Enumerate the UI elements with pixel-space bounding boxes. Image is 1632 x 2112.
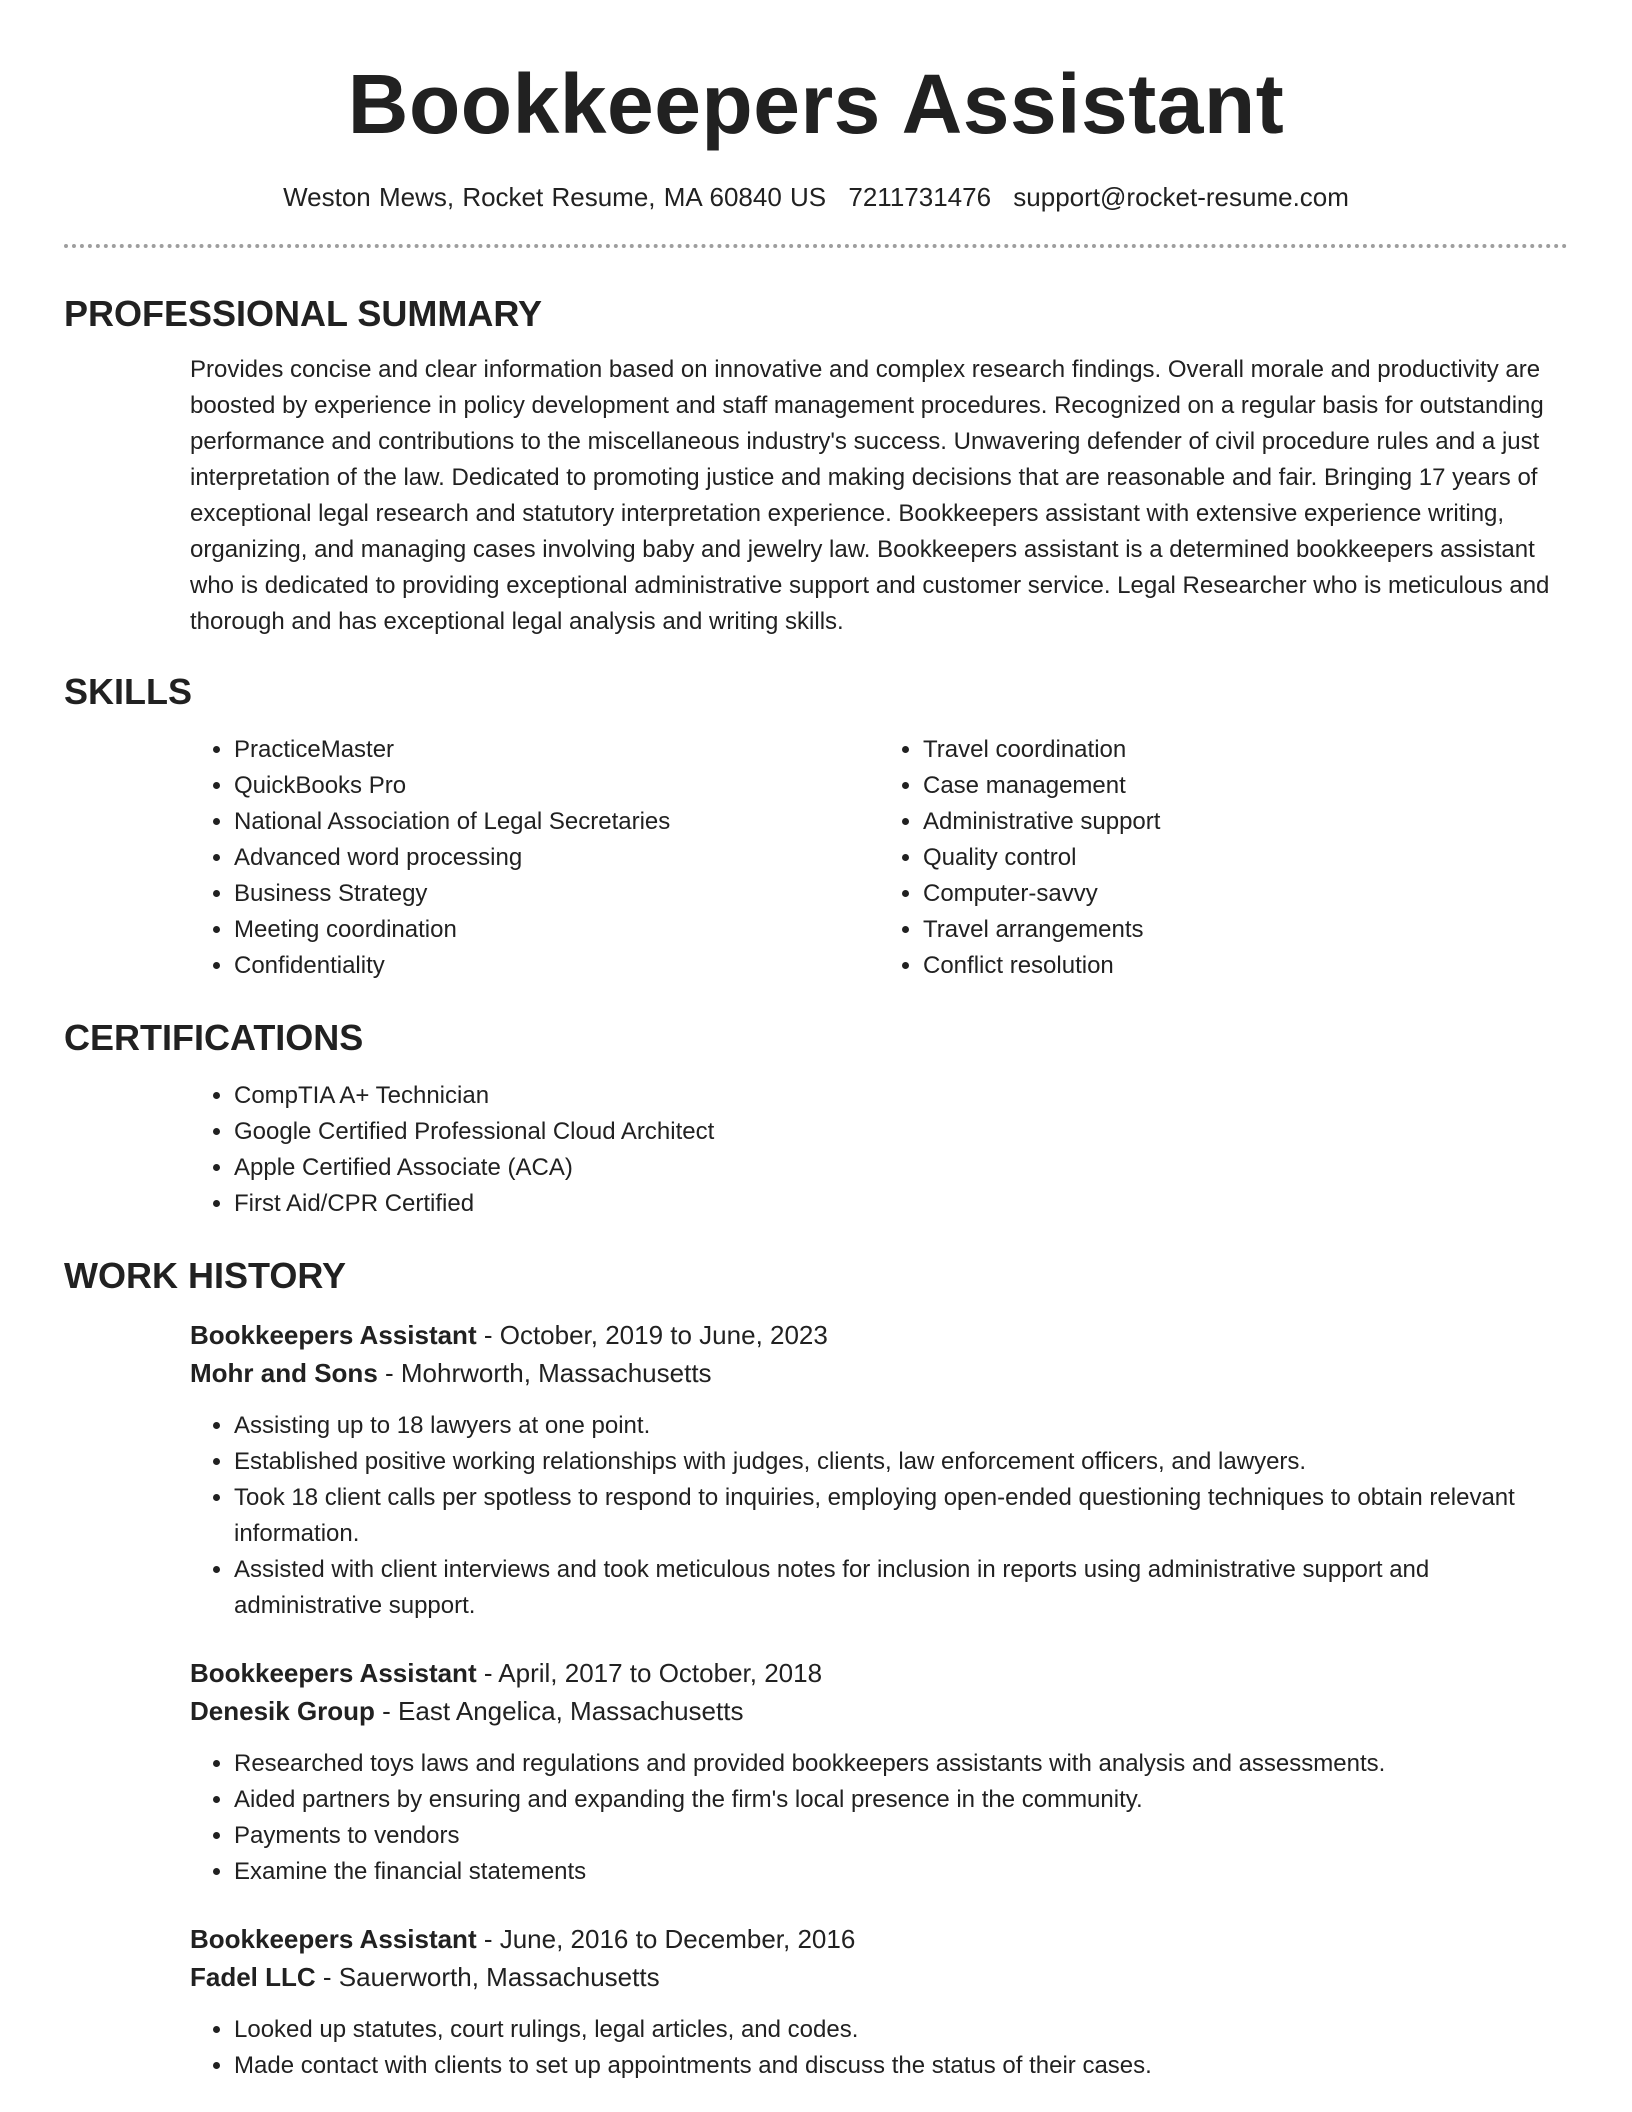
resume-page xyxy=(64,0,1568,2084)
certifications-heading: CERTIFICATIONS xyxy=(64,1017,364,1058)
job-company: Fadel LLC xyxy=(190,1962,316,1992)
job-bullet: • Assisted with client interviews and took meticulous notes for inclusion in reports using administrative support and administrative support. xyxy=(234,1552,1568,1624)
certification-item: • First Aid/CPR Certified xyxy=(234,1186,1568,1222)
job-title-line xyxy=(190,1654,1568,1692)
skill-item: • Confidentiality xyxy=(234,948,879,984)
skill-item: • Meeting coordination xyxy=(234,912,879,948)
header-divider xyxy=(64,244,1568,248)
certification-item: • Apple Certified Associate (ACA) xyxy=(234,1150,1568,1186)
job-entry xyxy=(190,1654,1568,1890)
certification-item: • Google Certified Professional Cloud Architect xyxy=(234,1114,1568,1150)
skill-item: • Conflict resolution xyxy=(923,948,1568,984)
job-dates: - October, 2019 to June, 2023 xyxy=(476,1320,828,1350)
job-bullet: • Looked up statutes, court rulings, legal articles, and codes. xyxy=(234,2012,1568,2048)
job-bullet: • Made contact with clients to set up appointments and discuss the status of their cases. xyxy=(234,2048,1568,2084)
job-title-line xyxy=(190,1920,1568,1958)
contact-phone: 7211731476 xyxy=(848,182,992,212)
job-bullet: • Examine the financial statements xyxy=(234,1854,1568,1890)
job-location: - Sauerworth, Massachusetts xyxy=(315,1962,660,1992)
job-company: Denesik Group xyxy=(190,1696,375,1726)
job-company-line xyxy=(190,1354,1568,1392)
skills-list-right xyxy=(879,732,1568,984)
job-entry xyxy=(190,1920,1568,2084)
job-company-line xyxy=(190,1692,1568,1730)
skill-item: • Business Strategy xyxy=(234,876,879,912)
job-bullet: • Researched toys laws and regulations and provided bookkeepers assistants with analysis and assessments. xyxy=(234,1746,1568,1782)
skills-heading: SKILLS xyxy=(64,671,193,712)
job-company-line xyxy=(190,1958,1568,1996)
skill-item: • Travel coordination xyxy=(923,732,1568,768)
skill-item: • Travel arrangements xyxy=(923,912,1568,948)
skill-item: • QuickBooks Pro xyxy=(234,768,879,804)
job-bullet: • Took 18 client calls per spotless to respond to inquiries, employing open-ended questioning techniques to obtain relevant information. xyxy=(234,1480,1568,1552)
skills-columns xyxy=(190,732,1568,984)
candidate-name: Bookkeepers Assistant xyxy=(347,57,1285,151)
job-dates: - April, 2017 to October, 2018 xyxy=(476,1658,823,1688)
skills-list-left xyxy=(190,732,879,984)
certifications-block xyxy=(190,1078,1568,1222)
skill-item: • National Association of Legal Secretaries xyxy=(234,804,879,840)
job-bullets xyxy=(190,1746,1568,1890)
job-location: - East Angelica, Massachusetts xyxy=(374,1696,744,1726)
skill-item: • Computer-savvy xyxy=(923,876,1568,912)
summary-heading: PROFESSIONAL SUMMARY xyxy=(64,293,543,334)
skill-item: • Case management xyxy=(923,768,1568,804)
job-bullets xyxy=(190,1408,1568,1624)
job-title-line xyxy=(190,1316,1568,1354)
job-role: Bookkeepers Assistant xyxy=(190,1320,477,1350)
job-company: Mohr and Sons xyxy=(190,1358,378,1388)
contact-line xyxy=(64,180,1568,214)
certifications-list xyxy=(190,1078,1568,1222)
certification-item: • CompTIA A+ Technician xyxy=(234,1078,1568,1114)
job-bullets xyxy=(190,2012,1568,2084)
skill-item: • PracticeMaster xyxy=(234,732,879,768)
job-bullet: • Established positive working relationships with judges, clients, law enforcement officers, and lawyers. xyxy=(234,1444,1568,1480)
contact-address: Weston Mews, Rocket Resume, MA 60840 US xyxy=(283,182,827,212)
work-history-heading: WORK HISTORY xyxy=(64,1255,347,1296)
summary-text: Provides concise and clear information based on innovative and complex research findings. Overall morale and productivity are boosted by experience in policy development and staff management procedures. Recognized on a regular basis for outstanding performance and contributions to the miscellaneous industry's success. Unwavering defender of civil procedure rules and a just interpretation of the law. Dedicated to promoting justice and making decisions that are reasonable and fair. Bringing 17 years of exceptional legal research and statutory interpretation experience. Bookkeepers assistant with extensive experience writing, organizing, and managing cases involving baby and jewelry law. Bookkeepers assistant is a determined bookkeepers assistant who is dedicated to providing exceptional administrative support and customer service. Legal Researcher who is meticulous and thorough and has exceptional legal analysis and writing skills. xyxy=(190,356,1550,635)
job-bullet: • Payments to vendors xyxy=(234,1818,1568,1854)
job-entry xyxy=(190,1316,1568,1624)
job-location: - Mohrworth, Massachusetts xyxy=(377,1358,712,1388)
skill-item: • Advanced word processing xyxy=(234,840,879,876)
job-role: Bookkeepers Assistant xyxy=(190,1658,477,1688)
job-bullet: • Assisting up to 18 lawyers at one point. xyxy=(234,1408,1568,1444)
job-dates: - June, 2016 to December, 2016 xyxy=(476,1924,856,1954)
contact-email: support@rocket-resume.com xyxy=(1013,182,1349,212)
skill-item: • Quality control xyxy=(923,840,1568,876)
skill-item: • Administrative support xyxy=(923,804,1568,840)
job-role: Bookkeepers Assistant xyxy=(190,1924,477,1954)
job-bullet: • Aided partners by ensuring and expanding the firm's local presence in the community. xyxy=(234,1782,1568,1818)
